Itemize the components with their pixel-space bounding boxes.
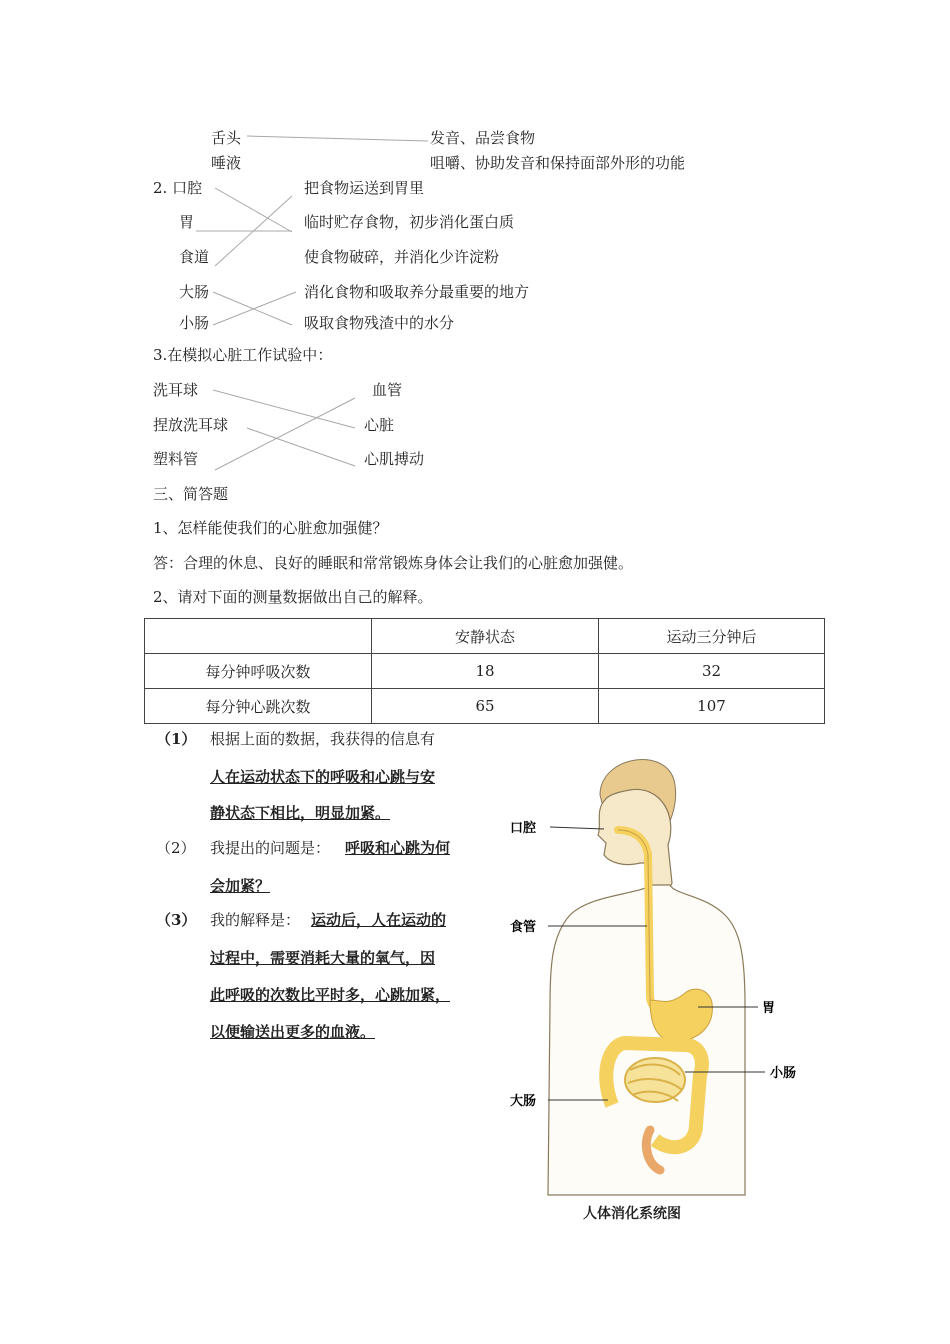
label-esophagus: 食管 [510, 920, 537, 935]
match3-heading: 3.在模拟心脏工作试验中： [153, 346, 333, 364]
answer-text-2a: 呼吸和心跳为何 [345, 839, 451, 857]
match3-left-2: 捏放洗耳球 [153, 416, 229, 434]
table-header-cell: 安静状态 [372, 619, 599, 654]
answer-text-1a: 人在运动状态下的呼吸和心跳与安 [210, 768, 436, 786]
answer-text-3a: 运动后，人在运动的 [311, 911, 447, 929]
table-header-cell [145, 619, 372, 654]
answer-number-3: （3） [156, 911, 197, 929]
table-cell: 18 [372, 654, 599, 689]
answer-text-2b: 会加紧？ [210, 877, 271, 895]
label-large-intestine: 大肠 [510, 1094, 537, 1109]
answer-number-1: （1） [156, 730, 197, 748]
table-row [145, 689, 825, 724]
match2-left-1: 胃 [179, 213, 195, 231]
match2-left-3: 大肠 [179, 283, 210, 301]
table-cell: 每分钟心跳次数 [145, 689, 372, 724]
match3-right-2: 心脏 [364, 416, 395, 434]
match3-right-1: 血管 [372, 381, 403, 399]
answer-prompt-1: 根据上面的数据，我获得的信息有 [210, 730, 436, 748]
match2-right-2: 临时贮存食物，初步消化蛋白质 [304, 213, 515, 231]
match3-left-3: 塑料管 [153, 450, 199, 468]
table-cell: 65 [372, 689, 599, 724]
table-header-cell: 运动三分钟后 [599, 619, 825, 654]
label-line-mouth [550, 827, 604, 829]
digestive-system-illustration [500, 745, 830, 1235]
match1-left-2: 唾液 [211, 154, 242, 172]
answer-prompt-3: 我的解释是： [210, 911, 301, 929]
head-shape [598, 789, 672, 889]
answer-prompt-2: 我提出的问题是： [210, 839, 331, 857]
answer-text-1b: 静状态下相比，明显加紧。 [210, 804, 391, 822]
match2-right-1: 把食物运送到胃里 [304, 179, 425, 197]
match-line [215, 188, 292, 232]
answer-1: 答：合理的休息、良好的睡眠和常常锻炼身体会让我们的心脏愈加强健。 [153, 554, 634, 572]
match2-heading: 2. 口腔 [153, 179, 203, 197]
table-cell: 107 [599, 689, 825, 724]
small-intestine-shape [625, 1058, 685, 1102]
answer-text-3c: 此呼吸的次数比平时多，心跳加紧， [210, 986, 451, 1004]
answer-text-3d: 以便输送出更多的血液。 [210, 1023, 376, 1041]
match3-right-3: 心肌搏动 [364, 450, 425, 468]
match2-right-3: 使食物破碎，并消化少许淀粉 [304, 248, 500, 266]
match1-left-1: 舌头 [211, 129, 242, 147]
match2-right-4: 消化食物和吸取养分最重要的地方 [304, 283, 530, 301]
figure-caption: 人体消化系统图 [583, 1206, 681, 1222]
measurement-table [144, 618, 825, 724]
label-mouth: 口腔 [510, 821, 537, 836]
table-cell: 32 [599, 654, 825, 689]
table-row [145, 654, 825, 689]
match3-left-1: 洗耳球 [153, 381, 199, 399]
label-stomach: 胃 [762, 1001, 776, 1016]
match2-left-2: 食道 [179, 248, 210, 266]
match2-right-5: 吸取食物残渣中的水分 [304, 314, 455, 332]
question-2: 2、请对下面的测量数据做出自己的解释。 [153, 588, 433, 606]
table-header-row [145, 619, 825, 654]
match2-left-4: 小肠 [179, 314, 210, 332]
section-title: 三、简答题 [153, 485, 229, 503]
question-1: 1、怎样能使我们的心脏愈加强健？ [153, 519, 388, 537]
match1-right-2: 咀嚼、协助发音和保持面部外形的功能 [430, 154, 686, 172]
answer-number-2: （2） [156, 839, 196, 857]
label-small-intestine: 小肠 [770, 1066, 797, 1081]
match1-right-1: 发音、品尝食物 [430, 129, 536, 147]
table-cell: 每分钟呼吸次数 [145, 654, 372, 689]
match-line [247, 428, 355, 466]
answer-text-3b: 过程中，需要消耗大量的氧气，因 [210, 949, 436, 967]
match-line [247, 136, 428, 141]
